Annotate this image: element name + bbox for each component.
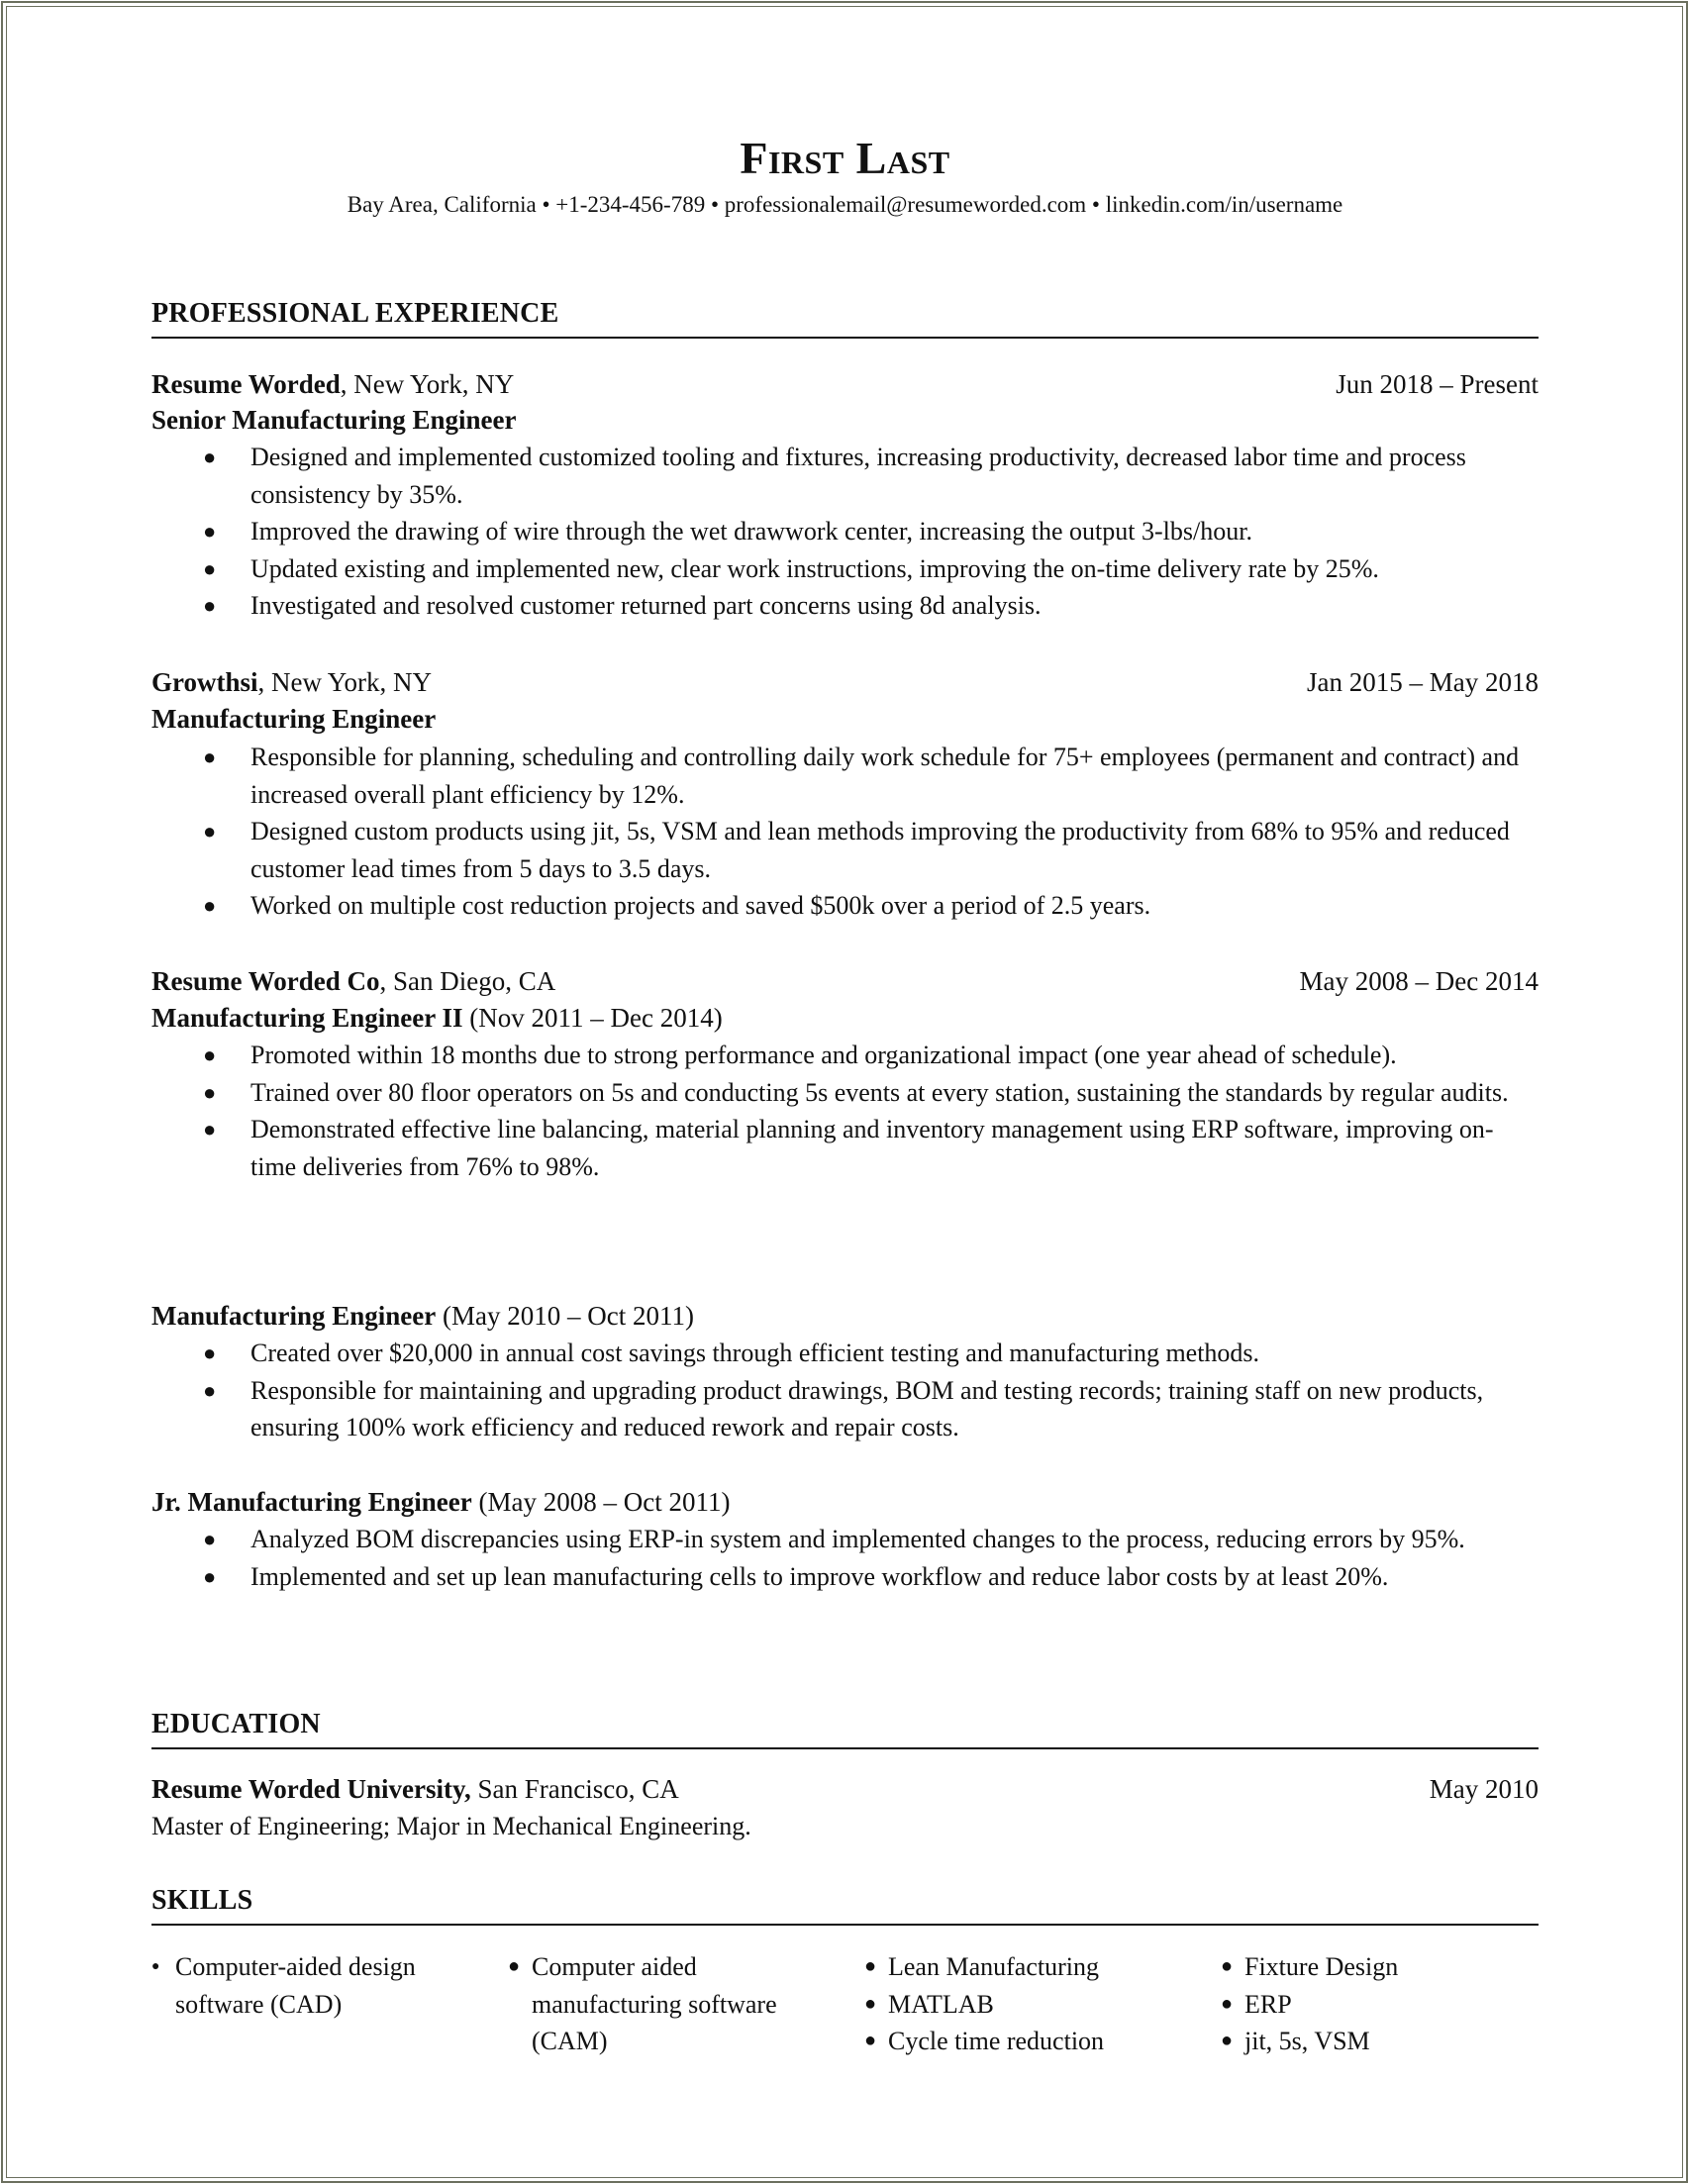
bullet-text: Trained over 80 floor operators on 5s and conducting 5s events at every station, sustaining the standards by regular audits. [250, 1077, 1509, 1107]
bullet-icon: ● [203, 1563, 217, 1589]
bullet-list [151, 439, 1539, 625]
job-dates: May 2008 – Dec 2014 [1299, 966, 1539, 996]
bullet-list [151, 1521, 1539, 1595]
list-item [151, 1111, 1539, 1185]
bullet-text: Updated existing and implemented new, clear work instructions, improving the on-time delivery rate by 25%. [250, 553, 1379, 583]
list-item [151, 1037, 1539, 1074]
bullet-icon: ● [203, 893, 217, 918]
bullet-icon: ● [203, 819, 217, 844]
bullet-icon: ● [203, 1340, 217, 1365]
list-item [151, 550, 1539, 588]
company-location: , San Diego, CA [379, 966, 556, 996]
degree: Master of Engineering; Major in Mechanical Engineering. [151, 1812, 751, 1840]
job-dates: Jun 2018 – Present [1336, 369, 1539, 399]
bullet-icon: ● [203, 445, 217, 469]
bullet-icon: ● [203, 1377, 217, 1403]
section-title-skills: SKILLS [151, 1884, 1539, 1926]
bullet-text: Investigated and resolved customer returned part concerns using 8d analysis. [250, 591, 1042, 620]
skills-column [864, 1948, 1181, 2060]
bullet-text: Demonstrated effective line balancing, material planning and inventory management using ERP software, improving on-time deliveries from 76% to 98%. [250, 1115, 1494, 1181]
bullet-icon: ● [203, 1527, 217, 1551]
bullet-list [151, 1037, 1539, 1185]
job-role-line [151, 1484, 1539, 1520]
bullet-text: Created over $20,000 in annual cost savings through efficient testing and manufacturing methods. [250, 1339, 1260, 1367]
bullet-icon: ● [203, 1042, 217, 1067]
list-item [151, 587, 1539, 625]
candidate-name: First Last [740, 133, 950, 183]
skill-item [1221, 1986, 1538, 2024]
list-item [151, 1074, 1539, 1112]
skill-item [864, 2023, 1181, 2060]
list-item [151, 439, 1539, 513]
contact-line: Bay Area, California • +1-234-456-789 • professionalemail@resumeworded.com • linkedin.com/in/username [347, 192, 1343, 217]
skill-text: jit, 5s, VSM [1244, 2027, 1370, 2055]
job-header [151, 963, 1539, 999]
bullet-icon: ● [1221, 2030, 1234, 2051]
bullet-list [151, 1335, 1539, 1446]
list-item [151, 513, 1539, 550]
bullet-icon: ● [864, 1992, 877, 2015]
graduation-date: May 2010 [1429, 1774, 1539, 1804]
skill-item [1221, 2023, 1538, 2060]
role-period: (May 2010 – Oct 2011) [436, 1301, 694, 1331]
school-location: San Francisco, CA [470, 1774, 679, 1804]
education-header [151, 1771, 1539, 1807]
skill-text: Cycle time reduction [888, 2027, 1105, 2055]
job-role: Manufacturing Engineer [151, 1301, 437, 1331]
bullet-text: Responsible for maintaining and upgrading product drawings, BOM and testing records; training staff on new products, ensuring 100% work efficiency and reduced rework and repair costs. [250, 1375, 1484, 1441]
bullet-text: Designed custom products using jit, 5s, VSM and lean methods improving the productivity from 68% to 95% and reduced customer lead times from 5 days to 3.5 days. [250, 817, 1510, 883]
company-name: Resume Worded [151, 369, 341, 399]
role-period: (May 2008 – Oct 2011) [471, 1487, 731, 1517]
bullet-icon: ● [864, 1955, 877, 1977]
skill-item [151, 1948, 448, 2023]
skill-text: Computer aided manufacturing software (CAM) [532, 1952, 777, 2055]
list-item [151, 739, 1539, 813]
bullet-icon: ● [203, 1117, 217, 1142]
job-role: Jr. Manufacturing Engineer [151, 1487, 472, 1517]
company-location: , New York, NY [257, 667, 433, 697]
bullet-text: Responsible for planning, scheduling and controlling daily work schedule for 75+ employees (permanent and contract) and increased overall plant efficiency by 12%. [250, 743, 1520, 809]
company-location: , New York, NY [340, 369, 515, 399]
job-role: Manufacturing Engineer II [151, 1003, 463, 1033]
list-item [151, 1521, 1539, 1558]
job-role-line [151, 1298, 1539, 1334]
skills-column [508, 1948, 825, 2060]
job-header [151, 366, 1539, 402]
skill-text: ERP [1244, 1989, 1292, 2019]
section-title-experience: PROFESSIONAL EXPERIENCE [151, 297, 1539, 339]
bullet-icon: ● [508, 1955, 521, 1977]
skill-text: Lean Manufacturing [888, 1952, 1099, 1981]
skill-text: Computer-aided design software (CAD) [175, 1952, 416, 2019]
job-dates: Jan 2015 – May 2018 [1307, 667, 1539, 697]
company-name: Growthsi [151, 667, 258, 697]
bullet-icon: ● [203, 745, 217, 769]
bullet-icon: ● [203, 1079, 217, 1105]
list-item [151, 887, 1539, 925]
bullet-text: Implemented and set up lean manufacturing cells to improve workflow and reduce labor costs by at least 20%. [250, 1561, 1389, 1591]
skill-item [864, 1948, 1181, 1986]
skill-item [864, 1986, 1181, 2024]
company-name: Resume Worded Co [151, 966, 380, 996]
bullet-icon: ● [151, 1959, 160, 1974]
role-period: (Nov 2011 – Dec 2014) [462, 1003, 723, 1033]
bullet-icon: ● [1221, 1992, 1234, 2015]
list-item [151, 1558, 1539, 1596]
bullet-icon: ● [203, 593, 217, 618]
list-item [151, 1372, 1539, 1446]
skill-text: MATLAB [888, 1989, 994, 2019]
bullet-list [151, 739, 1539, 925]
skill-item [1221, 1948, 1538, 1986]
job-role: Manufacturing Engineer [151, 704, 437, 734]
list-item [151, 1335, 1539, 1372]
bullet-icon: ● [203, 555, 217, 581]
bullet-text: Promoted within 18 months due to strong performance and organizational impact (one year ahead of schedule). [250, 1041, 1397, 1069]
bullet-text: Analyzed BOM discrepancies using ERP-in system and implemented changes to the process, reducing errors by 95%. [250, 1525, 1465, 1553]
bullet-icon: ● [864, 2030, 877, 2051]
list-item [151, 813, 1539, 887]
school-name: Resume Worded University, [151, 1774, 471, 1804]
skills-column [151, 1948, 448, 2023]
skill-item [508, 1948, 825, 2060]
job-header [151, 664, 1539, 700]
bullet-icon: ● [203, 519, 217, 544]
skills-column [1221, 1948, 1538, 2060]
bullet-icon: ● [1221, 1955, 1234, 1977]
skill-text: Fixture Design [1244, 1952, 1399, 1981]
section-title-education: EDUCATION [151, 1708, 1539, 1749]
job-role-line [151, 1000, 1539, 1036]
bullet-text: Improved the drawing of wire through the wet drawwork center, increasing the output 3-lbs/hour. [250, 517, 1252, 546]
job-role: Senior Manufacturing Engineer [151, 405, 517, 435]
bullet-text: Designed and implemented customized tooling and fixtures, increasing productivity, decreased labor time and process consistency by 35%. [250, 443, 1466, 509]
bullet-text: Worked on multiple cost reduction projects and saved $500k over a period of 2.5 years. [250, 891, 1151, 920]
